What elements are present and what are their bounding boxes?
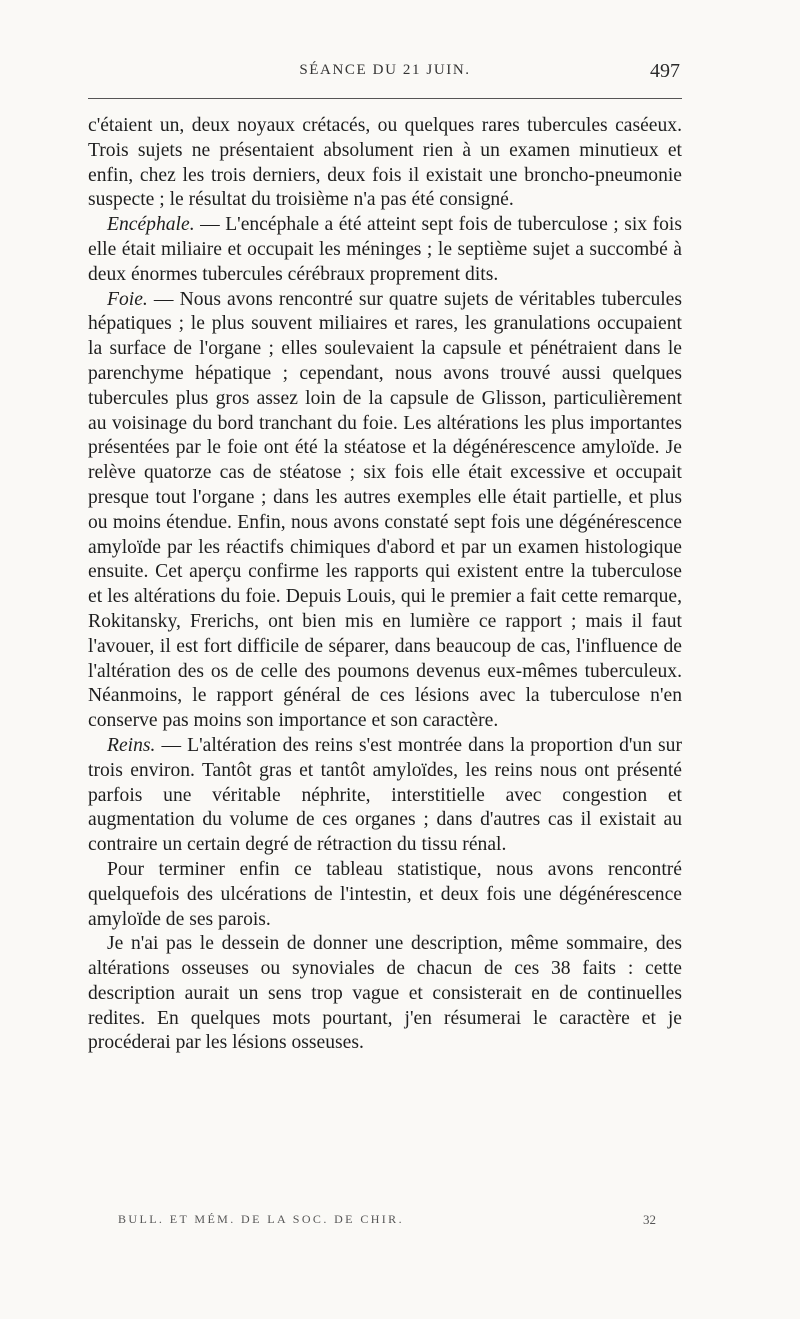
running-head: SÉANCE DU 21 JUIN. [299,62,471,78]
page-number: 497 [650,60,680,82]
header-rule [88,98,682,99]
paragraph-foie [88,288,682,734]
section-label: Foie. [107,288,148,310]
paragraph-text: — Nous avons rencontré sur quatre sujets de véritables tubercules hépatiques ; le plus souvent miliaires et rares, les granulations occupaient la surface de l'organe ; elles soulevaient la capsule et pénétraient dans le parenchyme hépatique ; cependant, nous avons trouvé aussi quelques tubercules plus gros assez loin de la capsule de Glisson, particulièrement au voisinage du bord tranchant du foie. Les altérations les plus importantes présentées par le foie ont été la stéatose et la dégénérescence amyloïde. Je relève quatorze cas de stéatose ; six fois elle était excessive et occupait presque tout l'organe ; dans les autres exemples elle était partielle, et plus ou moins étendue. Enfin, nous avons constaté sept fois une dégénérescence amyloïde par les réactifs chimiques d'abord et par un examen histologique ensuite. Cet aperçu confirme les rapports qui existent entre la tuberculose et les altérations du foie. Depuis Louis, qui le premier a fait cette remarque, Rokitansky, Frerichs, ont bien mis en lumière ce rapport ; mais il faut l'avouer, il est fort difficile de séparer, dans beaucoup de cas, l'influence de l'altération des os de celle des poumons devenus eux-mêmes tuberculeux. Néanmoins, le rapport général de ces lésions avec la tuberculose n'en conserve pas moins son importance et son caractère. [88,288,682,732]
paragraph-encephale [88,213,682,287]
page-footer [118,1212,656,1232]
body-text [88,114,682,1056]
paragraph-osseuses [88,932,682,1056]
paragraph-text: — L'altération des reins s'est montrée dans la proportion d'un sur trois environ. Tantôt gras et tantôt amyloïdes, les reins nous ont présenté parfois une véritable néphrite, interstitielle avec congestion et augmentation du volume de ces organes ; dans d'autres cas il existait au contraire un certain degré de rétraction du tissu rénal. [88,734,682,856]
page-header [88,62,682,92]
paragraph-continuation [88,114,682,213]
paragraph-reins [88,734,682,858]
signature-mark: 32 [643,1212,656,1227]
section-label: Reins. [107,734,156,756]
paragraph-text: c'étaient un, deux noyaux crétacés, ou quelques rares tubercules caséeux. Trois sujets ne présentaient absolument rien à un examen minutieux et enfin, chez les trois derniers, deux fois il existait une broncho-pneumonie suspecte ; le résultat du troisième n'a pas été consigné. [88,115,682,211]
paragraph-text: Pour terminer enfin ce tableau statistique, nous avons rencontré quelquefois des ulcérations de l'intestin, et deux fois une dégénérescence amyloïde de ses parois. [88,858,682,930]
paragraph-intestin [88,858,682,932]
journal-title: BULL. ET MÉM. DE LA SOC. DE CHIR. [118,1212,404,1226]
paragraph-text: Je n'ai pas le dessein de donner une description, même sommaire, des altérations osseuses ou synoviales de chacun de ces 38 faits : cette description aurait un sens trop vague et consisterait en de continuelles redites. En quelques mots pourtant, j'en résumerai le caractère et je procéderai par les lésions osseuses. [88,933,682,1054]
section-label: Encéphale. [107,214,195,236]
paragraph-text: — L'encéphale a été atteint sept fois de tuberculose ; six fois elle était miliaire et occupait les méninges ; le septième sujet a succombé à deux énormes tubercules cérébraux proprement dits. [88,214,682,285]
